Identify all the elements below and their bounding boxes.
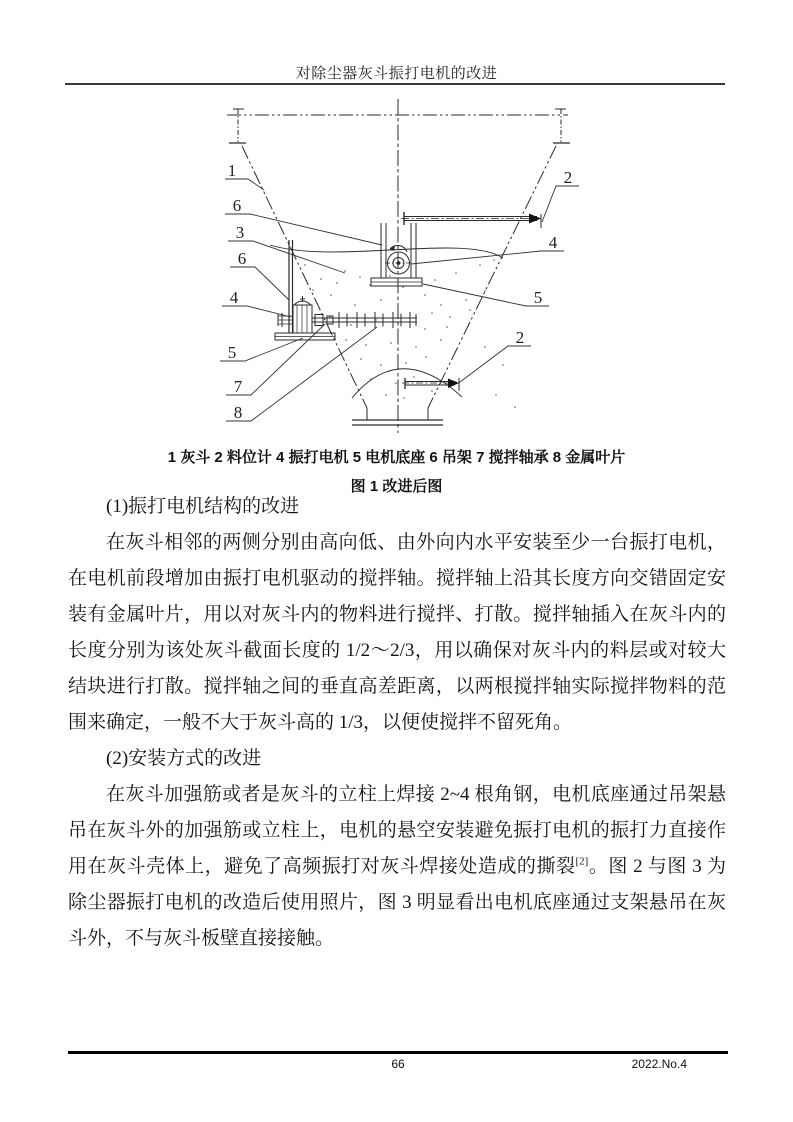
issue-number: 2022.No.4 bbox=[631, 1057, 687, 1071]
paragraph-2 bbox=[68, 777, 726, 957]
callout-4-left: 4 bbox=[229, 288, 239, 307]
page-header-title: 对除尘器灰斗振打电机的改进 bbox=[295, 66, 498, 82]
section2-heading: (2)安装方式的改进 bbox=[106, 748, 262, 769]
callout-8: 8 bbox=[233, 403, 243, 422]
paragraph-2-text-cont: 。图 2 与图 3 为除尘器振打电机的改造后使用照片，图 3 明显看出电机底座通过支架悬吊在灰斗外，不与灰斗板壁直接接触。 bbox=[68, 856, 726, 949]
callout-2-bottom: 2 bbox=[515, 328, 525, 347]
level-gauge-lower bbox=[402, 378, 460, 391]
footer-rule bbox=[68, 1051, 728, 1054]
header-rule bbox=[65, 83, 725, 85]
section1-heading: (1)振打电机结构的改进 bbox=[106, 496, 300, 517]
callout-numbers bbox=[228, 161, 573, 422]
figure-caption: 1 灰斗 2 料位计 4 振打电机 5 电机底座 6 吊架 7 搅拌轴承 8 金属叶片 bbox=[167, 449, 626, 466]
material-stipple bbox=[304, 259, 516, 408]
hopper-right-wall bbox=[428, 146, 556, 408]
hanger-bracket bbox=[371, 223, 422, 286]
paragraph-1: 在灰斗相邻的两侧分别由高向低、由外向内水平安装至少一台振打电机，在电机前段增加由振打电机驱动的搅拌轴。搅拌轴上沿其长度方向交错固定安装有金属叶片，用以对灰斗内的物料进行搅拌、打散。搅拌轴插入在灰斗内的长度分别为该处灰斗截面长度的 1/2～2/3，用以确保对灰斗内的料层或对较大结块进行打散。搅拌轴之间的垂直高差距离，以两根搅拌轴实际搅拌物料的范围来确定，一般不大于灰斗高的 1/3，以便使搅拌不留死角。 bbox=[68, 532, 726, 733]
callout-6b: 6 bbox=[237, 249, 247, 268]
citation-ref: [2] bbox=[575, 855, 589, 868]
level-gauge-upper bbox=[401, 212, 541, 228]
callout-7: 7 bbox=[233, 377, 243, 396]
motor-base-plate-left bbox=[275, 333, 335, 340]
page-number: 66 bbox=[391, 1057, 405, 1071]
hopper-drawing bbox=[185, 95, 615, 445]
callout-5-left: 5 bbox=[227, 343, 237, 362]
paragraph-2-text: 在灰斗加强筋或者是灰斗的立柱上焊接 2~4 根角钢，电机底座通过吊架悬吊在灰斗外的加强筋或立柱上，电机的悬空安装避免振打电机的振打力直接作用在灰斗壳体上，避免了高频振打对灰斗焊接处造成的撕裂 bbox=[68, 784, 726, 877]
callout-5-right: 5 bbox=[533, 288, 543, 307]
figure-title: 图 1 改进后图 bbox=[350, 478, 443, 495]
hopper-left-wall bbox=[242, 146, 367, 408]
callout-4-right: 4 bbox=[548, 233, 558, 252]
callout-6a: 6 bbox=[232, 196, 242, 215]
figure-1-technical-drawing bbox=[185, 95, 615, 445]
stirring-motor-left bbox=[278, 296, 312, 333]
article-body bbox=[68, 489, 726, 957]
callout-2-top: 2 bbox=[563, 168, 573, 187]
callout-3: 3 bbox=[235, 223, 245, 242]
callout-leaders bbox=[220, 179, 579, 421]
callout-1: 1 bbox=[227, 161, 237, 180]
